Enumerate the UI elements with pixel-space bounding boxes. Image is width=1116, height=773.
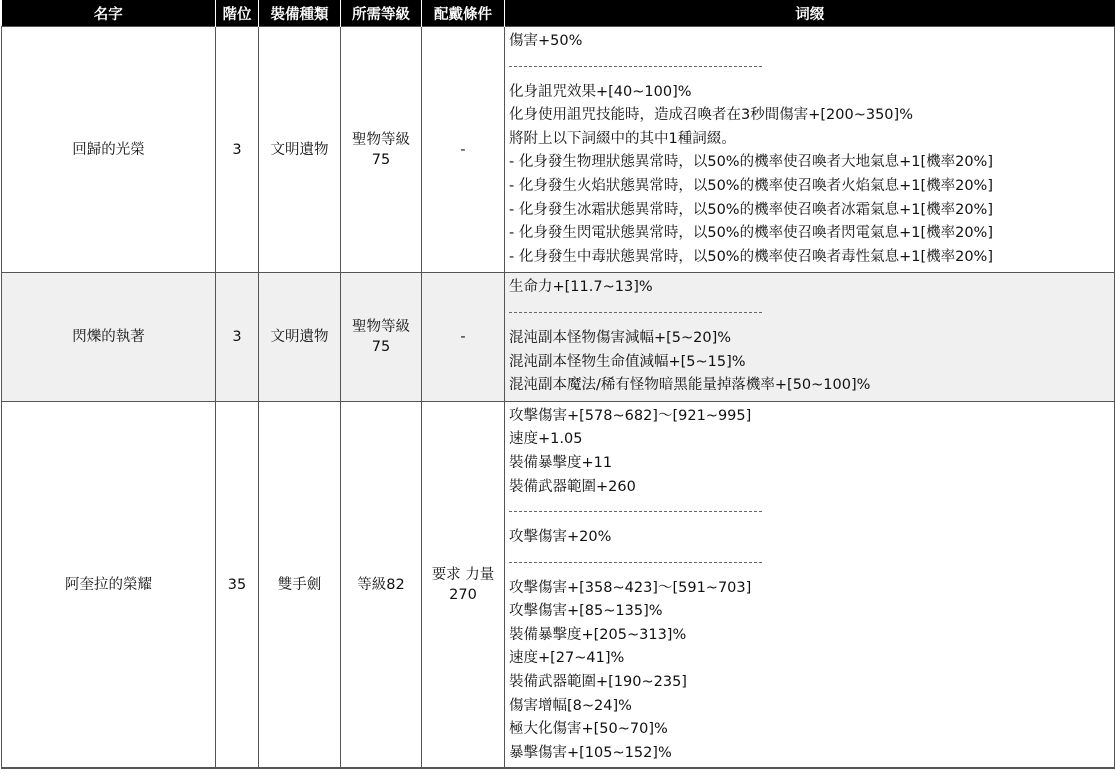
affix-line: 化身使用詛咒技能時，造成召喚者在3秒間傷害+[200~350]% [509, 107, 913, 124]
cell-name: 阿奎拉的榮耀 [2, 401, 216, 769]
affix-separator [509, 312, 762, 313]
affix-line: 攻擊傷害+[85~135]% [509, 603, 663, 620]
cell-tier: 3 [216, 27, 259, 273]
affix-line: 裝備武器範圍+[190~235] [509, 674, 687, 691]
affix-line: 化身詛咒效果+[40~100]% [509, 83, 692, 100]
table-header-row [2, 0, 1115, 27]
cell-level: 等級82 [341, 401, 422, 769]
cell-tier: 35 [216, 401, 259, 769]
header-name: 名字 [2, 0, 216, 27]
affix-line: 將附上以下詞綴中的其中1種詞綴。 [509, 130, 736, 147]
cell-tier: 3 [216, 273, 259, 401]
affix-line: 裝備武器範圍+260 [509, 478, 636, 495]
table-row [2, 401, 1115, 769]
affix-line: 速度+1.05 [509, 431, 583, 448]
cell-type: 雙手劍 [259, 401, 341, 769]
affix-line: 裝備暴擊度+11 [509, 454, 613, 471]
affix-line: - 化身發生冰霜狀態異常時，以50%的機率使召喚者冰霜氣息+1[機率20%] [509, 201, 993, 218]
affix-line: 生命力+[11.7~13]% [509, 279, 653, 296]
cell-condition: 要求 力量 270 [422, 401, 505, 769]
affix-line: 混沌副本怪物傷害減幅+[5~20]% [509, 329, 732, 346]
affix-line: 裝備暴擊度+[205~313]% [509, 626, 687, 643]
item-table [1, 0, 1115, 769]
header-affix: 词缀 [505, 0, 1115, 27]
affix-line: 傷害+50% [509, 33, 583, 49]
header-level: 所需等級 [341, 0, 422, 27]
affix-line: 攻擊傷害+20% [509, 529, 612, 546]
cell-name: 回歸的光榮 [2, 27, 216, 273]
cell-condition: - [422, 27, 505, 273]
affix-line: 攻擊傷害+[358~423]～[591~703] [509, 579, 752, 596]
cell-affix [505, 27, 1115, 273]
cell-affix [505, 273, 1115, 401]
table-row [2, 273, 1115, 401]
affix-line: 極大化傷害+[50~70]% [509, 721, 668, 738]
cell-level: 聖物等級 75 [341, 27, 422, 273]
cell-type: 文明遺物 [259, 273, 341, 401]
affix-separator [509, 562, 762, 563]
cell-condition: - [422, 273, 505, 401]
cell-name: 閃爍的執著 [2, 273, 216, 401]
header-tier: 階位 [216, 0, 259, 27]
affix-line: 速度+[27~41]% [509, 650, 625, 667]
cell-type: 文明遺物 [259, 27, 341, 273]
affix-line: - 化身發生閃電狀態異常時，以50%的機率使召喚者閃電氣息+1[機率20%] [509, 225, 993, 242]
affix-separator [509, 511, 762, 512]
affix-line: - 化身發生物理狀態異常時，以50%的機率使召喚者大地氣息+1[機率20%] [509, 154, 993, 171]
affix-line: - 化身發生火焰狀態異常時，以50%的機率使召喚者火焰氣息+1[機率20%] [509, 177, 993, 194]
affix-line: 暴擊傷害+[105~152]% [509, 744, 672, 761]
affix-line: 攻擊傷害+[578~682]～[921~995] [509, 407, 752, 424]
affix-separator [509, 66, 762, 67]
affix-line: 傷害增幅[8~24]% [509, 697, 632, 714]
header-type: 裝備種類 [259, 0, 341, 27]
cell-affix [505, 401, 1115, 769]
cell-level: 聖物等級 75 [341, 273, 422, 401]
affix-line: - 化身發生中毒狀態異常時，以50%的機率使召喚者毒性氣息+1[機率20%] [509, 248, 993, 265]
table-row [2, 27, 1115, 273]
affix-line: 混沌副本魔法/稀有怪物暗黑能量掉落機率+[50~100]% [509, 377, 871, 394]
affix-line: 混沌副本怪物生命值減幅+[5~15]% [509, 353, 746, 370]
header-condition: 配戴條件 [422, 0, 505, 27]
table-continuation [1, 767, 1114, 773]
